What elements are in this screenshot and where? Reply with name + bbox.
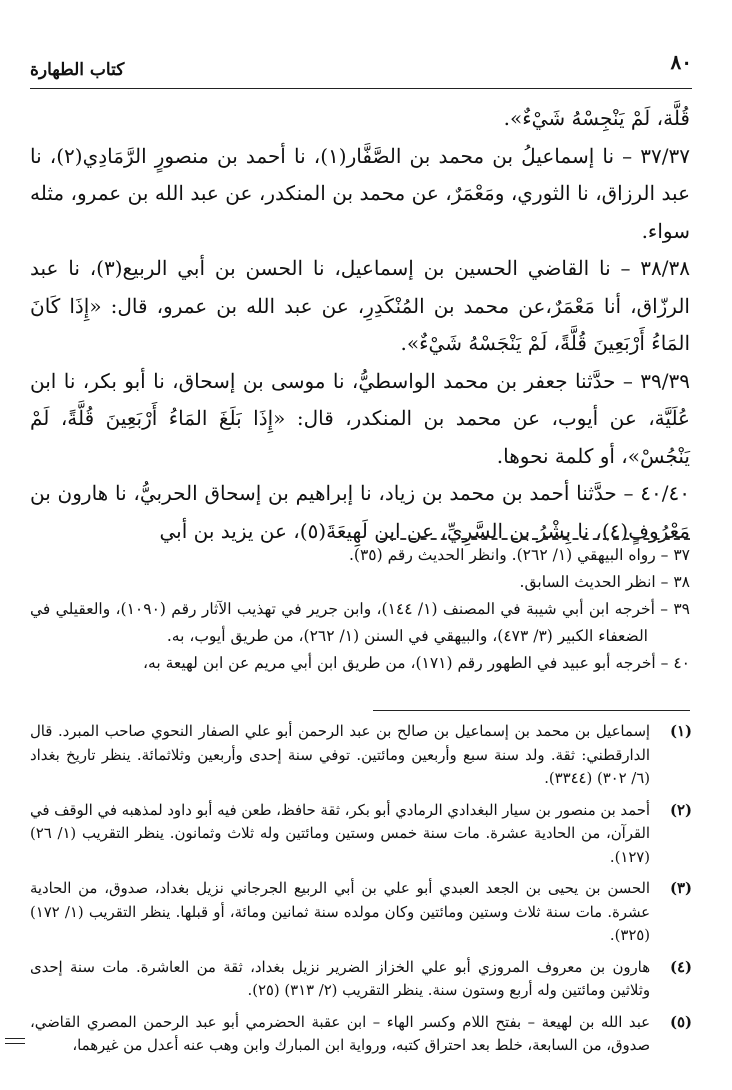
page-header (30, 50, 692, 90)
footnote-1 (30, 720, 692, 791)
footnotes (30, 720, 692, 1066)
footnote-divider (373, 710, 690, 711)
hadith-38: ٣٨/٣٨ – نا القاضي الحسين بن إسماعيل، نا الحسن بن أبي الربيع(٣)، نا عبد الرزّاق، أنا مَعْمَرٌ،عن محمد بن المُنْكَدِرِ، عن عبد الله بن عمرو، قال: «إِذَا كَانَ المَاءُ أَرْبَعِينَ قُلَّةً، لَمْ يَنْجَسْهُ شَيْءٌ». (30, 256, 690, 355)
footnote-marker: (٣) (670, 880, 692, 897)
page-number: ٨٠ (670, 50, 692, 74)
footnote-text: عبد الله بن لهيعة – بفتح اللام وكسر الهاء – ابن عقبة الحضرمي أبو عبد الرحمن المصري القاضي، صدوق، من السابعة، خلط بعد احتراق كتبه، ورواية ابن المبارك وابن وهب عنه أعدل من غيرهما، (30, 1013, 650, 1054)
continuation-mark (5, 1038, 25, 1048)
footnote-marker: (٢) (670, 801, 692, 819)
note-37: ٣٧ – رواه البيهقي (١/ ٢٦٢). وانظر الحديث رقم (٣٥). (349, 546, 690, 564)
header-rule (30, 88, 692, 89)
note-40: ٤٠ – أخرجه أبو عبيد في الطهور رقم (١٧١)، من طريق ابن أبي مريم عن ابن لهيعة به، (143, 654, 690, 672)
takhrij-notes (30, 542, 690, 677)
hadith-text (30, 100, 690, 550)
footnote-4 (30, 956, 692, 1003)
footnote-marker: (٤) (670, 958, 692, 976)
footnote-2 (30, 799, 692, 870)
note-38: ٣٨ – انظر الحديث السابق. (519, 573, 690, 591)
footnote-text: هارون بن معروف المروزي أبو علي الخزاز الضرير نزيل بغداد، ثقة من العاشرة. مات سنة إحدى وثلاثين ومائتين وله أربع وستون سنة. ينظر التقريب (٢/ ٣١٣) (٢٥). (30, 958, 650, 999)
hadith-37: ٣٧/٣٧ – نا إسماعيلُ بن محمد بن الصَّفَّار(١)، نا أحمد بن منصورٍ الرَّمَادِي(٢)، نا عبد الرزاق، نا الثوري، ومَعْمَرٌ، عن محمد بن المنكدر، عن عبد الله بن عمرو، مثله سواء. (30, 143, 690, 243)
footnote-marker: (١) (670, 723, 692, 740)
hadith-continuation: قُلَّة، لَمْ يَنْجِسْهُ شَيْءٌ». (503, 106, 690, 130)
footnote-text: أحمد بن منصور بن سيار البغدادي الرمادي أبو بكر، ثقة حافظ، طعن فيه أبو داود لمذهبه في الوقف في القرآن، من الحادية عشرة. مات سنة خمس وستين ومائتين وله ثلاث وثمانون. ينظر التقريب (١/ ٢٦) (١٢٧). (30, 801, 650, 866)
note-39: ٣٩ – أخرجه ابن أبي شيبة في المصنف (١/ ١٤٤)، وابن جرير في تهذيب الآثار رقم (١٠٩٠)، والعقيلي في الضعفاء الكبير (٣/ ٤٧٣)، والبيهقي في السنن (١/ ٢٦٢)، من طريق أيوب، به. (30, 600, 691, 645)
footnote-5 (30, 1011, 692, 1058)
hadith-39: ٣٩/٣٩ – حدَّثنا جعفر بن محمد الواسطيُّ، نا موسى بن إسحاق، نا أبو بكر، نا ابن عُلَيَّة، عن أيوب، عن محمد بن المنكدر، قال: «إِذَا بَلَغَ المَاءُ أَرْبَعِينَ قُلَّةً، لَمْ يَنْجُسْ»، أو كلمة نحوها. (30, 368, 690, 468)
hadith-40: ٤٠/٤٠ – حدَّثنا أحمد بن محمد بن زياد، نا إبراهيم بن إسحاق الحربيُّ، نا هارون بن مَعْرُوفٍ(٤)، نا بِشْرُ بن السَّرِيِّ، عن ابن لَهِيعَةَ(٥)، عن يزيد بن أبي (30, 481, 690, 543)
dashed-divider (380, 538, 690, 540)
footnote-marker: (٥) (670, 1013, 692, 1031)
book-title: كتاب الطهارة (30, 60, 125, 80)
footnote-text: إسماعيل بن محمد بن إسماعيل بن صالح بن عبد الرحمن أبو علي الصفار النحوي صاحب المبرد. قال الدارقطني: ثقة. ولد سنة سبع وأربعين ومائتين. توفي سنة إحدى وأربعين وثلاثمائة. ينظر تاريخ بغداد (٦/ ٣٠٢) (٣٣٤٤). (30, 723, 650, 787)
footnote-text: الحسن بن يحيى بن الجعد العبدي أبو علي بن أبي الربيع الجرجاني نزيل بغداد، صدوق، من الحادية عشرة. مات سنة ثلاث وستين ومائتين وكان مولده سنة ثمانين ومائة، أو قبلها. ينظر التقريب (١/ ١٧٢) (٣٢٥). (30, 880, 650, 944)
footnote-3 (30, 877, 692, 948)
